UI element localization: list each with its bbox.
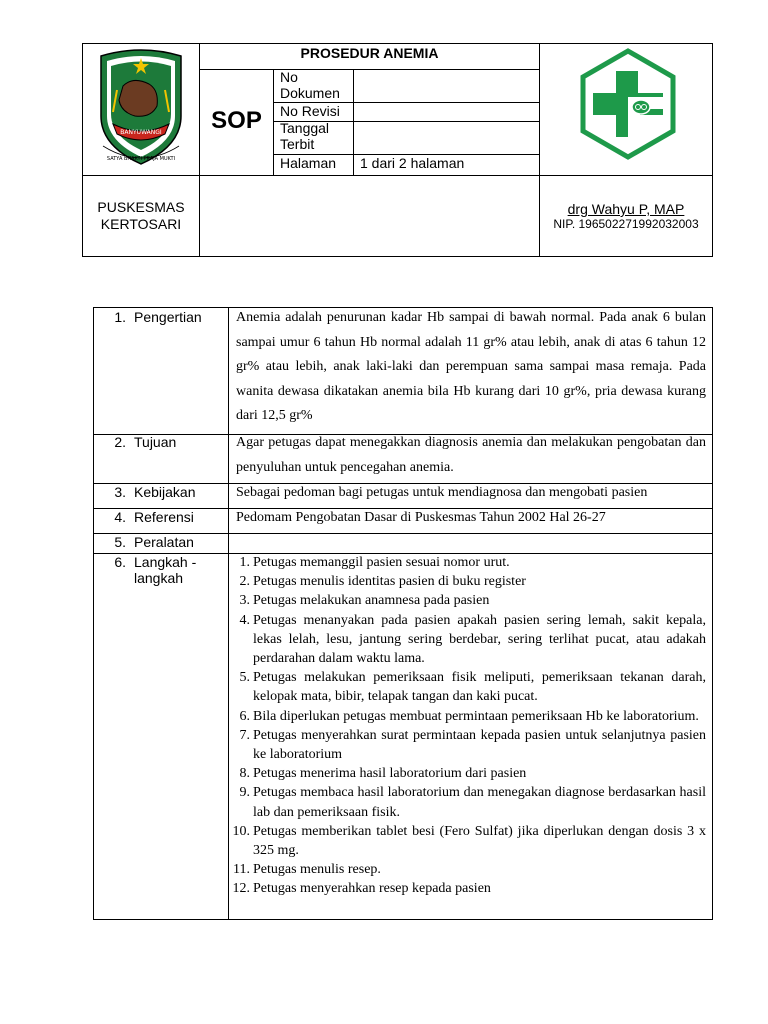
section-label-kebijakan: 3. Kebijakan [114,484,196,500]
section-content-kebijakan: Sebagai pedoman bagi petugas untuk mendiagnosa dan mengobati pasien [236,485,648,500]
field-label-no-dokumen: No Dokumen [280,69,340,101]
emblem-motto: SATYA BHAKTI PRAJA MUKTI [106,156,176,162]
puskesmas-logo [575,47,681,161]
step-item: 1. Petugas memanggil pasien sesuai nomor urut. [239,555,510,570]
steps-list [232,553,706,899]
section-label-referensi: 4. Referensi [114,509,194,525]
field-value-halaman: 1 dari 2 halaman [360,155,465,171]
field-label-no-revisi: No Revisi [280,103,340,119]
signatory-name: drg Wahyu P, MAP [567,201,685,217]
section-label-peralatan: 5. Peralatan [114,534,194,550]
step-item: 7. Petugas menyerahkan surat permintaan kepada pasien untuk selanjutnya pasien ke laboratorium [239,727,706,763]
section-content-tujuan: Agar petugas dapat menegakkan diagnosis anemia dan melakukan pengobatan dan penyuluhan untuk pencegahan anemia. [236,435,706,475]
step-item: 5. Petugas melakukan pemeriksaan fisik meliputi, pemeriksaan tekanan darah, kelopak mata, bibir, telapak tangan dan kaki pucat. [239,670,706,705]
step-item: 9. Petugas membaca hasil laboratorium dan menegakan diagnose berdasarkan hasil lab dan pemeriksaan fisik. [239,785,706,820]
emblem-banner-text: BANYUWANGI [120,129,162,136]
section-content-pengertian: Anemia adalah penurunan kadar Hb sampai di bawah normal. Pada anak 6 bulan sampai umur 6 tahun Hb normal adalah 11 gr% atau lebih, anak di atas 6 tahun 12 gr% atau lebih, anak laki-laki dan perempuan sama sampai masa remaja. Pada wanita dewasa dikatakan anemia bila Hb kurang dari 10 gr%, pria dewasa kurang dari 12,5 gr% [236,310,706,424]
field-label-halaman: Halaman [280,155,337,171]
step-item: 11. Petugas menulis resep. [233,862,381,878]
organization-name: PUSKESMAS KERTOSARI [97,199,185,232]
step-item: 2. Petugas menulis identitas pasien di buku register [239,574,526,590]
sop-label: SOP [211,107,262,134]
step-item: 3. Petugas melakukan anamnesa pada pasien [239,593,490,609]
signatory-nip: NIP. 196502271992032003 [553,217,699,231]
step-item: 10. Petugas memberikan tablet besi (Fero Sulfat) jika diperlukan dengan dosis 3 x 325 mg. [232,823,706,859]
section-content-referensi: Pedomam Pengobatan Dasar di Puskesmas Tahun 2002 Hal 26-27 [236,510,606,525]
step-item: 6. Bila diperlukan petugas membuat permintaan pemeriksaan Hb ke laboratorium. [239,708,699,724]
step-item: 4. Petugas menanyakan pada pasien apakah pasien sering lemah, sakit kepala, lekas lelah, lesu, jantung sering berdebar, sering terlihat pucat, atau adakah perdarahan dalam waktu lama. [239,612,706,667]
regency-emblem [93,46,189,168]
field-label-tanggal-terbit: Tanggal Terbit [280,120,330,152]
header-table [82,43,713,257]
procedure-table [93,307,713,920]
step-item: 8. Petugas menerima hasil laboratorium dari pasien [239,766,527,782]
section-label-langkah: 6. Langkah - langkah [114,554,197,586]
section-label-pengertian: 1. Pengertian [114,309,202,325]
section-label-tujuan: 2. Tujuan [114,434,177,450]
document-title: PROSEDUR ANEMIA [300,45,439,61]
step-item: 12. Petugas menyerahkan resep kepada pasien [232,881,491,897]
